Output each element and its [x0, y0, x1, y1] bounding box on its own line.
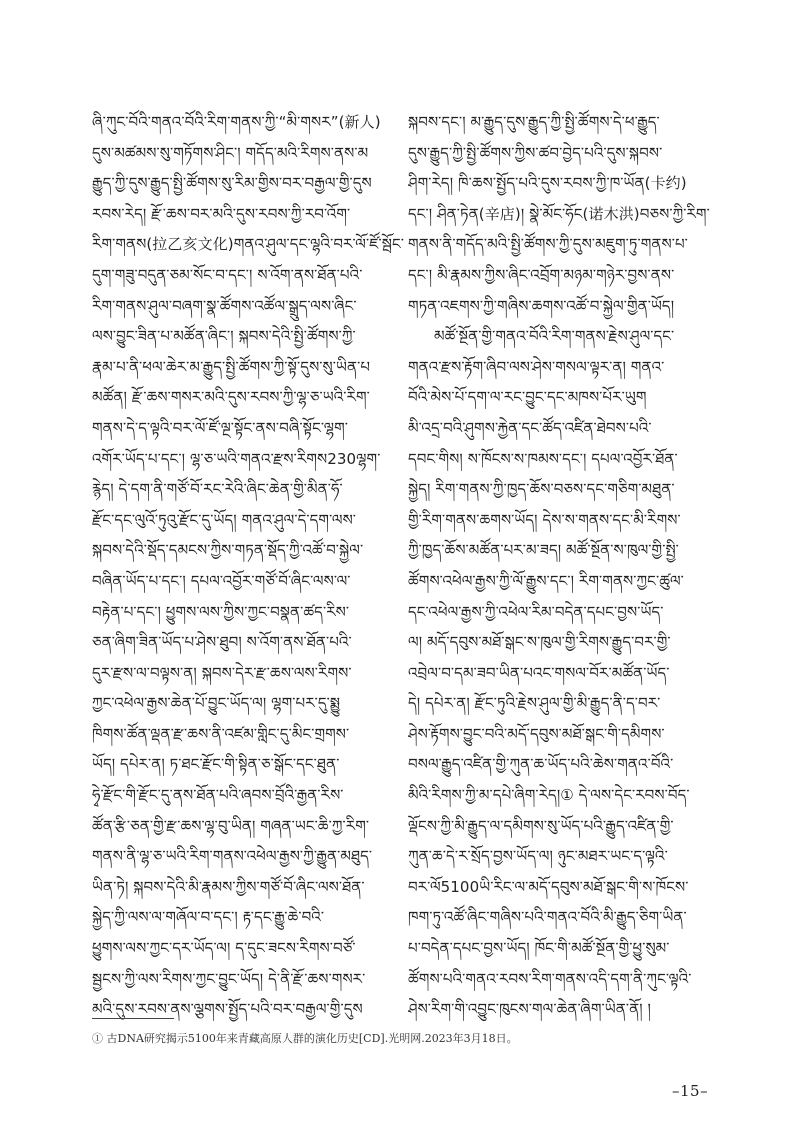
- text-line: ལ། མདོ་དབུས་མཐོ་སྒང་ས་ཁུལ་གྱི་རིགས་རྒྱུད་བར་གྱི་: [408, 633, 671, 652]
- text-line: ཞི་ཀུང་བོའི་གནའ་བོའི་རིག་གནས་ཀྱི་“མི་གསར”(新人): [92, 113, 381, 131]
- text-line: ཅན་ཞིག་ཟིན་ཡོད་པ་ཤེས་ཐུབ། ས་འོག་ནས་ཐོན་པའི་: [92, 633, 352, 652]
- text-line: ལྡོངས་ཀྱི་མི་རྒྱུད་ལ་དམིགས་སུ་ཡོད་པའི་རྒྱུད་འཛིན་གྱི་: [408, 816, 674, 835]
- text-line: ཚོན་རྩི་ཅན་གྱི་རྫ་ཆས་ལྷ་བུ་ཡིན། གཞན་ཡང་ཆི་ཀྱ་རིག་: [92, 816, 370, 835]
- text-line: ཚོགས་པའི་གནའ་རབས་རིག་གནས་འདི་དག་ནི་ཀུང་ལྟའི་: [408, 969, 692, 988]
- text-line: ཚོགས་འཕེལ་རྒྱས་ཀྱི་ལོ་རྒྱུས་དང་། རིག་གནས་ཀྱང་ཚུལ་: [408, 571, 684, 590]
- text-line: གནས་ནི་ལྷ་ཅ་ཡའི་རིག་གནས་འཕེལ་རྒྱས་ཀྱི་རྒྱུན་མཐུད་: [92, 847, 373, 866]
- text-line: སྐྱེད། རིག་གནས་ཀྱི་ཁྱད་ཆོས་བཅས་དང་གཅིག་མཐུན་: [408, 480, 675, 499]
- right-text-column: [408, 107, 746, 1025]
- text-line: བོའི་མེས་པོ་དག་ལ་རང་བྱུང་དང་མཁས་པོར་ཡུག: [408, 388, 647, 407]
- text-line: སྐྱེད་ཀྱི་ལས་ལ་གཞོལ་བ་དང་། རྟ་དང་རྒྱུ་ཆེ་བའི་: [92, 908, 325, 927]
- text-line: དང་འཕེལ་རྒྱས་ཀྱི་འཕེལ་རིམ་བདེན་དཔང་བྱས་ཡོད་: [408, 602, 664, 621]
- text-line: གནས་ནི་གདོད་མའི་སྤྱི་ཚོགས་ཀྱི་དུས་མཇུག་ཏུ་གནས་པ་: [408, 235, 688, 254]
- text-line: དང་། ཤིན་ཏེན(辛店)། སྣེ་མོང་ཧོང(诺木洪)བཅས་ཀྱི་རིག་: [408, 204, 710, 223]
- text-line: ཤེས་རིག་གི་འབྱུང་ཁུངས་གལ་ཆེན་ཞིག་ཡིན་ནོ། །: [408, 1000, 651, 1019]
- text-line: དབང་གིས། ས་ཁོངས་ས་ཁམས་དང་། དཔལ་འབྱོར་ཐོན་: [408, 449, 678, 468]
- text-line: རྒྱུད་ཀྱི་དུས་རྒྱུད་སྤྱི་ཚོགས་སུ་རིམ་གྱིས་བར་བརྒྱལ་གྱི་དུས: [92, 174, 372, 193]
- text-line: ཡིན་ཏེ། སྐབས་དེའི་མི་རྣམས་ཀྱིས་གཙོ་བོ་ཞིང་ལས་ཐོན་: [92, 877, 365, 896]
- text-line: ཡོད། དཔེར་ན། ཏ་ཐང་རྫོང་གི་སྟིན་ཅ་སྒོང་དང་ཐུན་: [92, 755, 340, 774]
- text-line: ཧྭེ་རྫོང་གི་རྫོང་དུ་ནས་ཐོན་པའི་ཞབས་བྲོའི་རྒྱན་རིས་: [92, 786, 344, 805]
- text-line: ཀྱང་འཕེལ་རྒྱས་ཆེན་པོ་བྱུང་ཡོད་ལ། ལྷག་པར་དུ་སྨྱུ: [92, 694, 341, 713]
- text-line: རིག་གནས་ཤུལ་བཞག་སྣ་ཚོགས་འཚོལ་སྒྲུད་ལས་ཞིང་: [92, 296, 357, 315]
- text-line: བསལ་རྒྱུད་འཛིན་གྱི་ཀུན་ཆ་ཡོད་པའི་ཆེས་གནའ་བོའི་: [408, 755, 674, 774]
- text-line: ཕྱུགས་ལས་ཀྱང་དར་ཡོད་ལ། ད་དུང་ཟངས་རིགས་བཙོ་: [92, 939, 356, 958]
- text-line: ཁིགས་ཚོན་ལྡན་རྫ་ཆས་ནི་འཛམ་གླིང་དུ་མིང་གྲགས་: [92, 724, 350, 743]
- text-line: དུས་རྒྱུད་ཀྱི་སྤྱི་ཚོགས་ཀྱིས་ཚབ་བྱེད་པའི་དུས་སྐབས་: [408, 143, 663, 162]
- text-line: སྐབས་དེའི་སྡོད་དམངས་ཀྱིས་གཏན་སྡོད་ཀྱི་འཚོ་བ་སྐྱེལ་: [92, 541, 364, 560]
- text-line: མཚོ་སྔོན་གྱི་གནའ་བོའི་རིག་གནས་རྗེས་ཤུལ་དང་: [434, 327, 675, 346]
- text-line: མི་འདྲ་བའི་ཤུགས་རྐྱེན་དང་ཚོད་འཛིན་ཐེབས་པའི་: [408, 418, 652, 437]
- text-line: པ་བདེན་དཔང་བྱས་ཡོད། ཁོང་གི་མཚོ་སྔོན་གྱི་ཕྱུ་སུམ་: [408, 939, 670, 958]
- text-line: དུག་གཟུ་བདུན་ཅམ་སོང་བ་དང་། ས་འོག་ནས་ཐོན་པའི་: [92, 265, 363, 284]
- text-line: གནས་དེ་ད་ལྟའི་བར་ལོ་ཛོ་ལྔ་སྟོང་ནས་བཞི་སྟོང་ལྷག་: [92, 418, 348, 437]
- text-line: དུས་མཚམས་སུ་གཏོགས་ཤིང་། གདོད་མའི་རིགས་ནས་མ: [92, 143, 369, 162]
- text-line: ཤེས་རྟོགས་བྱུང་བའི་མདོ་དབུས་མཐོ་སྒང་གི་དམིགས་: [408, 724, 665, 743]
- footnote: ① 古DNA研究揭示5100年来青藏高原人群的演化历史[CD].光明网.2023年3月18日。: [92, 1032, 518, 1045]
- text-line: གནའ་རྫས་རྟོག་ཞིབ་ལས་ཤེས་གསལ་ལྟར་ན། གནའ་: [408, 357, 665, 376]
- text-line: སྐབས་དང་། མ་རྒྱུད་དུས་རྒྱུད་ཀྱི་སྤྱི་ཚོགས་དེ་ཕ་རྒྱུད་: [408, 113, 660, 131]
- footnote-divider: [92, 1018, 174, 1019]
- text-line: གཏན་འཇགས་ཀྱི་གཞིས་ཆགས་འཚོ་བ་སྐྱེལ་གྱིན་ཡོད།: [408, 296, 675, 315]
- text-line: མཚོན། རྫོ་ཆས་གསར་མའི་དུས་རབས་ཀྱི་ལྷ་ཅ་ཡའི་རིག་: [92, 388, 370, 407]
- text-line: རྙེད། དེ་དག་ནི་གཙོ་བོ་རང་རེའི་ཞིང་ཆེན་གྱི་མིན་ཧོ་: [92, 480, 343, 499]
- left-text-column: [92, 107, 430, 1025]
- text-line: འབྲེལ་བ་དམ་ཟབ་ཡིན་པའང་གསལ་བོར་མཚོན་ཡོད་: [408, 663, 670, 682]
- text-line: གྱི་རིག་གནས་ཆགས་ཡོད། དེས་ས་གནས་དང་མི་རིགས་: [408, 510, 681, 529]
- text-line: སྦྱངས་ཀྱི་ལས་རིགས་ཀྱང་བྱུང་ཡོད། དེ་ནི་རྫོ་ཆས་གསར་: [92, 969, 366, 988]
- text-line: འགོར་ཡོད་པ་དང་། ལྷ་ཅ་ཡའི་གནའ་རྫས་རིགས230ལྷག་: [92, 449, 381, 468]
- page-number: –15–: [672, 1082, 709, 1100]
- text-line: རབས་རེད། རྫོ་ཆས་བར་མའི་དུས་རབས་ཀྱི་རབ་འོག་: [92, 204, 351, 223]
- text-line: ཀུན་ཆ་དེ་ར་སྲོད་བྱས་ཡོད་ལ། ཉུང་མཐར་ཡང་ད་ལྟའི་: [408, 847, 668, 866]
- text-line: དེ། དཔེར་ན། རྫོང་ཏུའི་རྗེས་ཤུལ་གྱི་མི་རྒྱུད་ནི་ད་བར་: [408, 694, 661, 713]
- text-line: རྣམ་པ་ནི་ཕལ་ཆེར་མ་རྒྱུད་སྤྱི་ཚོགས་ཀྱི་སྟོ་དུས་སུ་ཡིན་པ: [92, 357, 371, 376]
- text-line: ལས་བྱུང་ཟིན་པ་མཚོན་ཞིང་། སྐབས་དེའི་སྤྱི་ཚོགས་ཀྱི་: [92, 327, 356, 346]
- text-line: བར་ལོ5100ཡི་རིང་ལ་མདོ་དབུས་མཐོ་སྒང་གི་ས་ཁོངས་: [408, 877, 689, 896]
- text-line: ཀྱི་ཁྱད་ཆོས་མཚོན་པར་མ་ཟད། མཚོ་སྔོན་ས་ཁུལ་གྱི་སྤྱི་: [408, 541, 679, 560]
- text-line: རིག་གནས(拉乙亥文化)གནའ་ཤུལ་དང་ལྷའི་བར་ལོ་ཛོ་སྦོང་: [92, 235, 404, 254]
- text-line: བཞིན་ཡོད་པ་དང་། དཔལ་འབྱོར་གཙོ་བོ་ཞིང་ལས་ལ་: [92, 571, 351, 590]
- text-line: ཤིག་རེད། ཁི་ཆས་སྤྱོད་པའི་དུས་རབས་ཀྱི་ཁ་ཡོན(卡约): [408, 174, 687, 193]
- text-line: མིའི་རིགས་ཀྱི་མ་དཔེ་ཞིག་རེད།① དེ་ལས་དེང་རབས་བོད་: [408, 786, 690, 805]
- text-line: བརྟེན་པ་དང་། ཕྱུགས་ལས་ཀྱིས་ཀྱང་བསྣན་ཚད་རིས་: [92, 602, 350, 621]
- text-line: དུར་རྫས་ལ་བལྟས་ན། སྐབས་དེར་རྫ་ཆས་ལས་རིགས་: [92, 663, 352, 682]
- text-line: མའི་དུས་རབས་ནས་ལྕགས་སྤྱོད་པའི་བར་བརྒྱལ་གྱི་དུས: [92, 1000, 363, 1019]
- text-line: རྫོང་དང་ལུའོ་ཏུའུ་རྫོང་དུ་ཡོད། གནའ་ཤུལ་དེ་དག་ལས་: [92, 510, 357, 529]
- text-line: དང་། མི་རྣམས་ཀྱིས་ཞིང་འབྲོག་མཉམ་གཉེར་བྱས་ནས་: [408, 265, 675, 284]
- text-line: ཁག་ཏུ་འཚོ་ཞིང་གཞིས་པའི་གནའ་བོའི་མི་རྒྱུད་ཅིག་ཡིན་: [408, 908, 687, 927]
